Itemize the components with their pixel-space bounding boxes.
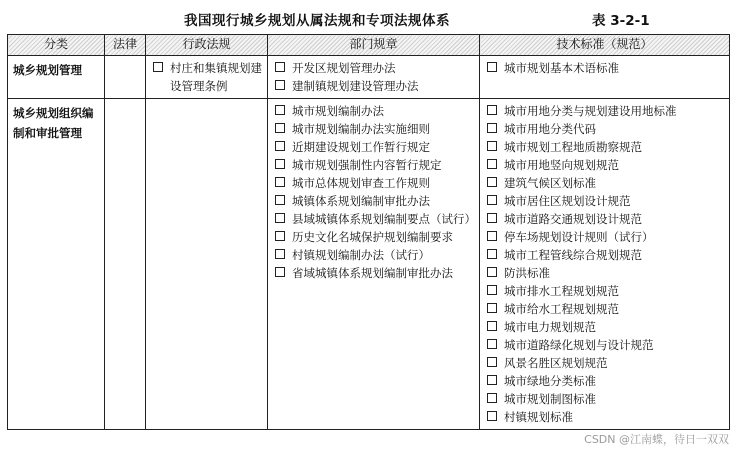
checkbox-icon xyxy=(275,159,285,169)
table-header-row xyxy=(8,35,730,56)
list-item xyxy=(273,246,477,264)
list-item-text: 城市规划编制办法 xyxy=(292,104,384,118)
admin-cell xyxy=(146,56,268,99)
category-cell xyxy=(8,56,105,99)
header-tech-standards: 技术标准（规范） xyxy=(480,35,730,56)
list-item-text: 近期建设规划工作暂行规定 xyxy=(292,140,430,154)
checkbox-icon xyxy=(487,195,497,205)
checkbox-icon xyxy=(487,105,497,115)
list-item xyxy=(485,174,727,192)
list-item-text: 城市道路交通规划设计规范 xyxy=(504,212,642,226)
list-item-text: 城市居住区规划设计规范 xyxy=(504,194,631,208)
list-item xyxy=(485,372,727,390)
admin-cell xyxy=(146,99,268,430)
list-item-text: 建制镇规划建设管理办法 xyxy=(292,79,419,93)
list-item-text: 城市道路绿化规划与设计规范 xyxy=(504,338,654,352)
list-item xyxy=(273,174,477,192)
checkbox-icon xyxy=(275,231,285,241)
list-item xyxy=(485,210,727,228)
list-item-text: 建筑气候区划标准 xyxy=(504,176,596,190)
dept-cell xyxy=(268,56,480,99)
list-item xyxy=(273,264,477,282)
list-item-text: 城市绿地分类标准 xyxy=(504,374,596,388)
list-item-text: 城市用地竖向规划规范 xyxy=(504,158,619,172)
page-title: 我国现行城乡规划从属法规和专项法规体系 xyxy=(184,13,450,29)
checkbox-icon xyxy=(275,105,285,115)
checkbox-icon xyxy=(275,213,285,223)
table-number: 表 3-2-1 xyxy=(592,13,650,29)
list-item-text: 省域城镇体系规划编制审批办法 xyxy=(292,266,453,280)
list-item xyxy=(485,336,727,354)
list-item-text: 村庄和集镇规划建设管理条例 xyxy=(170,61,262,93)
checkbox-icon xyxy=(487,123,497,133)
checkbox-icon xyxy=(487,159,497,169)
list-item xyxy=(273,210,477,228)
checkbox-icon xyxy=(487,393,497,403)
list-item xyxy=(273,120,477,138)
list-item xyxy=(485,138,727,156)
law-cell xyxy=(105,56,146,99)
checkbox-icon xyxy=(487,249,497,259)
category-label: 城乡规划组织编制和审批管理 xyxy=(13,106,94,140)
law-cell xyxy=(105,99,146,430)
list-item xyxy=(485,318,727,336)
checkbox-icon xyxy=(153,62,163,72)
checkbox-icon xyxy=(275,195,285,205)
list-item-text: 风景名胜区规划规范 xyxy=(504,356,608,370)
list-item xyxy=(485,156,727,174)
list-item-text: 开发区规划管理办法 xyxy=(292,61,396,75)
checkbox-icon xyxy=(487,177,497,187)
header-dept-rules: 部门规章 xyxy=(268,35,480,56)
list-item xyxy=(485,282,727,300)
list-item xyxy=(273,77,477,95)
checkbox-icon xyxy=(275,62,285,72)
list-item xyxy=(273,102,477,120)
checkbox-icon xyxy=(487,213,497,223)
checkbox-icon xyxy=(275,177,285,187)
regulation-table xyxy=(7,34,730,430)
list-item-text: 城市用地分类代码 xyxy=(504,122,596,136)
checkbox-icon xyxy=(275,141,285,151)
checkbox-icon xyxy=(487,285,497,295)
checkbox-icon xyxy=(487,62,497,72)
list-item-text: 城市规划制图标准 xyxy=(504,392,596,406)
list-item-text: 城市总体规划审查工作规则 xyxy=(292,176,430,190)
list-item xyxy=(273,138,477,156)
list-item-text: 历史文化名城保护规划编制要求 xyxy=(292,230,453,244)
list-item xyxy=(485,228,727,246)
list-item xyxy=(273,59,477,77)
list-item xyxy=(485,120,727,138)
checkbox-icon xyxy=(487,357,497,367)
checkbox-icon xyxy=(487,321,497,331)
checkbox-icon xyxy=(275,267,285,277)
checkbox-icon xyxy=(275,123,285,133)
checkbox-icon xyxy=(487,303,497,313)
list-item xyxy=(151,59,265,95)
list-item-text: 城市规划基本术语标准 xyxy=(504,61,619,75)
list-item xyxy=(485,408,727,426)
checkbox-icon xyxy=(275,80,285,90)
category-label: 城乡规划管理 xyxy=(13,63,82,77)
header-admin-regulation: 行政法规 xyxy=(146,35,268,56)
list-item xyxy=(273,228,477,246)
list-item xyxy=(273,156,477,174)
header-category: 分类 xyxy=(8,35,105,56)
list-item-text: 城市规划编制办法实施细则 xyxy=(292,122,430,136)
list-item-text: 停车场规划设计规则（试行） xyxy=(504,230,654,244)
checkbox-icon xyxy=(487,141,497,151)
list-item-text: 村镇规划标准 xyxy=(504,410,573,424)
dept-cell xyxy=(268,99,480,430)
list-item xyxy=(485,192,727,210)
header-law: 法律 xyxy=(105,35,146,56)
list-item xyxy=(273,192,477,210)
list-item-text: 县域城镇体系规划编制要点（试行） xyxy=(292,212,476,226)
checkbox-icon xyxy=(487,267,497,277)
list-item-text: 城市电力规划规范 xyxy=(504,320,596,334)
list-item-text: 防洪标准 xyxy=(504,266,550,280)
table-row xyxy=(8,99,730,430)
list-item-text: 城镇体系规划编制审批办法 xyxy=(292,194,430,208)
list-item xyxy=(485,264,727,282)
tech-cell xyxy=(480,99,730,430)
list-item xyxy=(485,59,727,77)
list-item-text: 城市规划强制性内容暂行规定 xyxy=(292,158,442,172)
list-item-text: 城市用地分类与规划建设用地标准 xyxy=(504,104,677,118)
checkbox-icon xyxy=(487,339,497,349)
list-item xyxy=(485,354,727,372)
list-item-text: 城市工程管线综合规划规范 xyxy=(504,248,642,262)
category-cell xyxy=(8,99,105,430)
checkbox-icon xyxy=(487,411,497,421)
list-item-text: 城市排水工程规划规范 xyxy=(504,284,619,298)
list-item xyxy=(485,102,727,120)
list-item-text: 村镇规划编制办法（试行） xyxy=(292,248,430,262)
list-item-text: 城市规划工程地质勘察规范 xyxy=(504,140,642,154)
list-item xyxy=(485,246,727,264)
table-row xyxy=(8,56,730,99)
checkbox-icon xyxy=(487,375,497,385)
tech-cell xyxy=(480,56,730,99)
list-item-text: 城市给水工程规划规范 xyxy=(504,302,619,316)
watermark: CSDN @江南蝶，待日一双双 xyxy=(584,433,729,446)
checkbox-icon xyxy=(275,249,285,259)
list-item xyxy=(485,300,727,318)
list-item xyxy=(485,390,727,408)
checkbox-icon xyxy=(487,231,497,241)
